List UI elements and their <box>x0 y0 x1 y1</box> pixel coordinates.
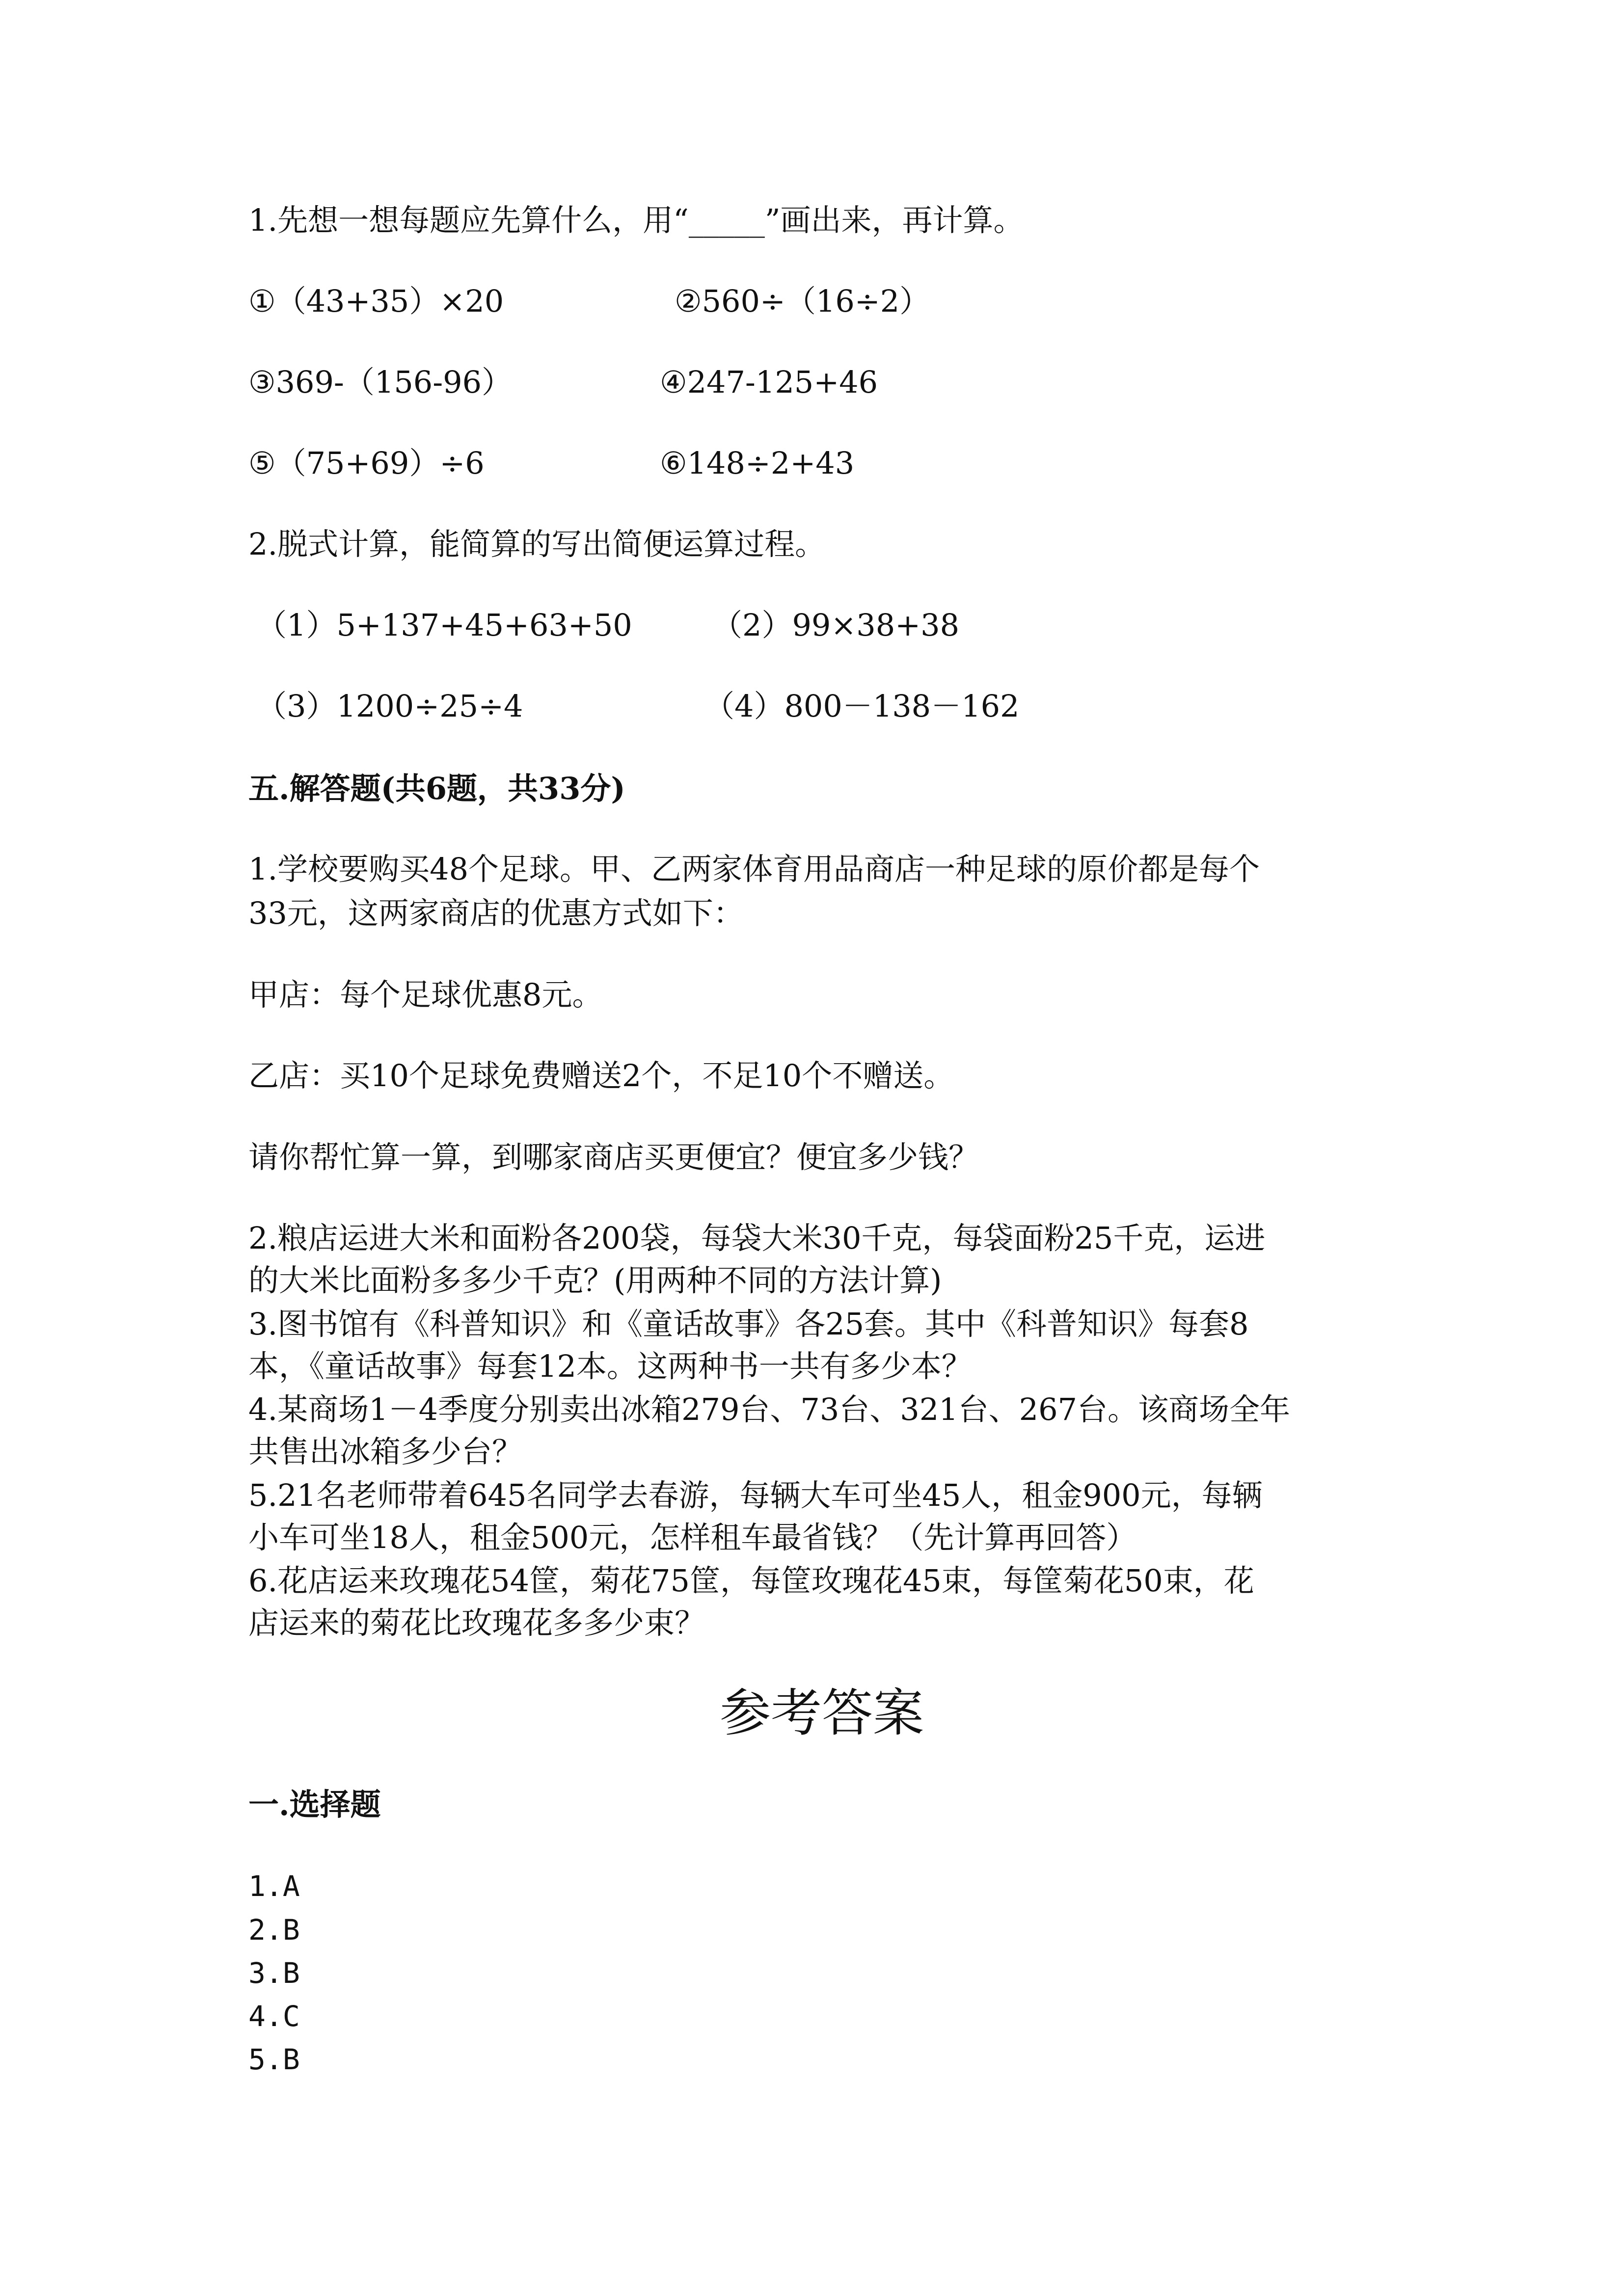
expression-item: （3）1200÷25÷4 <box>256 688 523 724</box>
expression-item: （1）5+137+45+63+50 <box>256 607 632 643</box>
expression-item: ⑤（75+69）÷6 <box>248 445 485 481</box>
question-5-3-line: 3.图书馆有《科普知识》和《童话故事》各25套。其中《科普知识》每套8 <box>248 1306 1249 1342</box>
question-5-2-line: 的大米比面粉多多少千克？(用两种不同的方法计算) <box>248 1262 942 1298</box>
expression-item: （2）99×38+38 <box>712 607 960 643</box>
expression-item: ③369-（156-96） <box>248 364 513 400</box>
question-4-2-stem: 2.脱式计算，能简算的写出简便运算过程。 <box>248 526 826 562</box>
answer-item: 2.B <box>248 1913 300 1947</box>
answer-item: 4.C <box>248 2000 300 2033</box>
expression-item: ①（43+35）×20 <box>248 283 504 319</box>
expression-item: ②560÷（16÷2） <box>675 283 930 319</box>
section-5-heading: 五.解答题(共6题，共33分) <box>248 771 625 806</box>
expression-item: ⑥148÷2+43 <box>660 445 855 481</box>
question-4-1-stem: 1.先想一想每题应先算什么，用“_____”画出来，再计算。 <box>248 202 1024 238</box>
question-5-1-shop-a: 甲店：每个足球优惠8元。 <box>248 977 603 1013</box>
question-5-1-line: 33元，这两家商店的优惠方式如下： <box>248 895 744 931</box>
question-5-4-line: 共售出冰箱多少台？ <box>248 1434 523 1469</box>
question-5-3-line: 本，《童话故事》每套12本。这两种书一共有多少本？ <box>248 1348 972 1384</box>
answer-item: 3.B <box>248 1956 300 1990</box>
question-5-1-shop-b: 乙店：买10个足球免费赠送2个，不足10个不赠送。 <box>248 1058 954 1094</box>
expression-item: （4）800－138－162 <box>704 688 1020 724</box>
question-5-2-line: 2.粮店运进大米和面粉各200袋，每袋大米30千克，每袋面粉25千克，运进 <box>248 1220 1266 1256</box>
answer-item: 5.B <box>248 2043 300 2076</box>
answers-title: 参考答案 <box>720 1683 924 1743</box>
question-5-4-line: 4.某商场1－4季度分别卖出冰箱279台、73台、321台、267台。该商场全年 <box>248 1391 1290 1427</box>
question-5-5-line: 5.21名老师带着645名同学去春游，每辆大车可坐45人，租金900元，每辆 <box>248 1477 1263 1513</box>
question-5-6-line: 店运来的菊花比玫瑰花多多少束？ <box>248 1605 705 1641</box>
question-5-5-line: 小车可坐18人，租金500元，怎样租车最省钱？（先计算再回答） <box>248 1520 1137 1555</box>
answer-item: 1.A <box>248 1869 300 1903</box>
question-5-1-line: 1.学校要购买48个足球。甲、乙两家体育用品商店一种足球的原价都是每个 <box>248 851 1260 887</box>
answers-section-heading: 一.选择题 <box>248 1787 381 1822</box>
question-5-1-ask: 请你帮忙算一算，到哪家商店买更便宜？便宜多少钱？ <box>248 1139 979 1175</box>
expression-item: ④247-125+46 <box>660 364 878 400</box>
question-5-6-line: 6.花店运来玫瑰花54筐，菊花75筐，每筐玫瑰花45束，每筐菊花50束，花 <box>248 1563 1254 1599</box>
